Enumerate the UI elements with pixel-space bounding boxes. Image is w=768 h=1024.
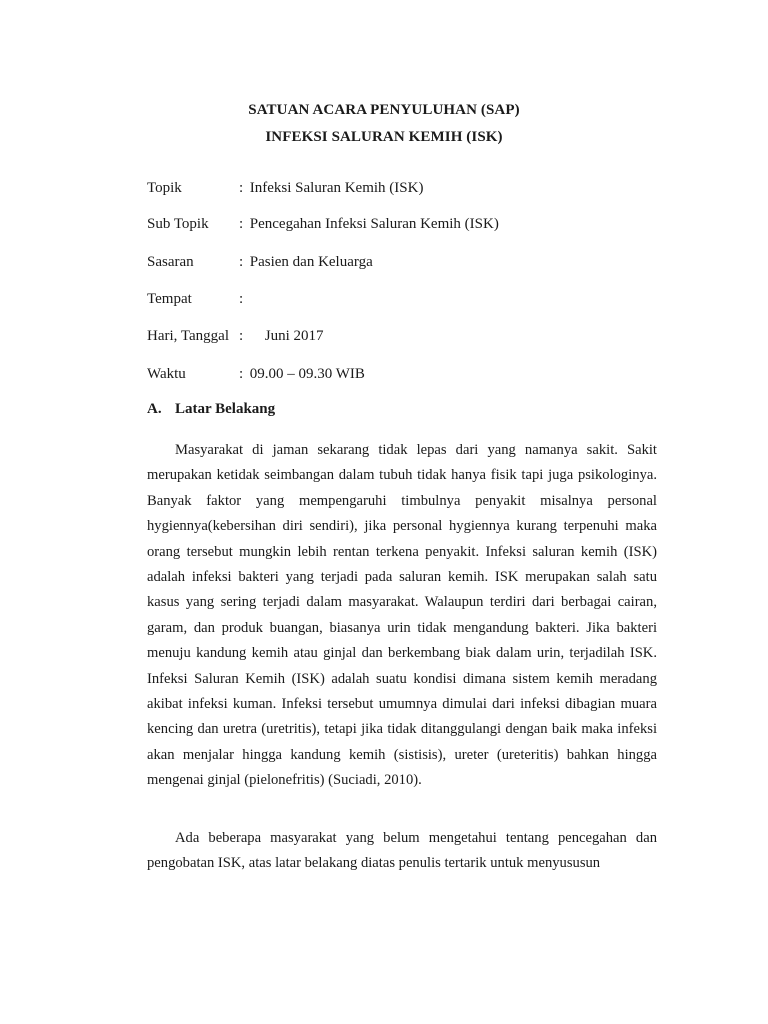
section-number: A. xyxy=(147,401,162,417)
info-row-waktu xyxy=(147,366,627,386)
section-heading xyxy=(147,401,275,418)
info-row-sasaran xyxy=(147,254,627,274)
info-separator: : xyxy=(239,254,244,270)
info-separator: : xyxy=(239,328,244,344)
info-value: Pencegahan Infeksi Saluran Kemih (ISK) xyxy=(246,216,499,232)
paragraph: Masyarakat di jaman sekarang tidak lepas dari yang namanya sakit. Sakit merupakan ketidak seimbangan dalam tubuh tidak hanya fisik tapi juga psikologinya. Banyak faktor yang mempengaruhi timbulnya penyakit misalnya personal hygiennya(kebersihan diri sendiri), jika personal hygiennya kurang terpenuhi maka orang tersebut mungkin lebih rentan terkena penyakit. Infeksi saluran kemih (ISK) adalah infeksi bakteri yang terjadi pada saluran kemih. ISK merupakan salah satu kasus yang sering terjadi dalam masyarakat. Walaupun terdiri dari berbagai cairan, garam, dan produk buangan, biasanya urin tidak mengandung bakteri. Jika bakteri menuju kandung kemih atau ginjal dan berkembang biak dalam urin, terjadilah ISK. Infeksi Saluran Kemih (ISK) adalah suatu kondisi dimana sistem kemih meradang akibat infeksi kuman. Infeksi tersebut umumnya dimulai dari infeksi dibagian muara kencing dan uretra (uretritis), tetapi jika tidak ditanggulangi dengan baik maka infeksi akan menjalar hingga kandung kemih (sistisis), ureter (ureteritis) bahkan hingga mengenai ginjal (pielonefritis) (Suciadi, 2010). xyxy=(147,442,657,789)
info-label: Hari, Tanggal xyxy=(147,328,229,344)
info-label: Tempat xyxy=(147,291,192,307)
section-title: Latar Belakang xyxy=(175,401,276,417)
info-value: 09.00 – 09.30 WIB xyxy=(246,366,365,382)
info-value: Juni 2017 xyxy=(246,328,324,344)
info-row-topik xyxy=(147,180,627,200)
info-row-tempat xyxy=(147,291,627,311)
document-subtitle: INFEKSI SALURAN KEMIH (ISK) xyxy=(265,129,503,145)
info-row-hari-tanggal xyxy=(147,328,627,348)
info-separator: : xyxy=(239,366,244,382)
paragraph: Ada beberapa masyarakat yang belum mengetahui tentang pencegahan dan pengobatan ISK, atas latar belakang diatas penulis tertarik untuk menyususun xyxy=(147,830,657,872)
info-row-sub-topik xyxy=(147,216,627,236)
info-label: Waktu xyxy=(147,366,186,382)
document-title: SATUAN ACARA PENYULUHAN (SAP) xyxy=(248,102,520,118)
info-label: Sub Topik xyxy=(147,216,209,232)
info-separator: : xyxy=(239,291,244,307)
info-separator: : xyxy=(239,216,244,232)
info-separator: : xyxy=(239,180,244,196)
info-label: Sasaran xyxy=(147,254,194,270)
info-value: Pasien dan Keluarga xyxy=(246,254,373,270)
info-label: Topik xyxy=(147,180,182,196)
info-value: Infeksi Saluran Kemih (ISK) xyxy=(246,180,424,196)
